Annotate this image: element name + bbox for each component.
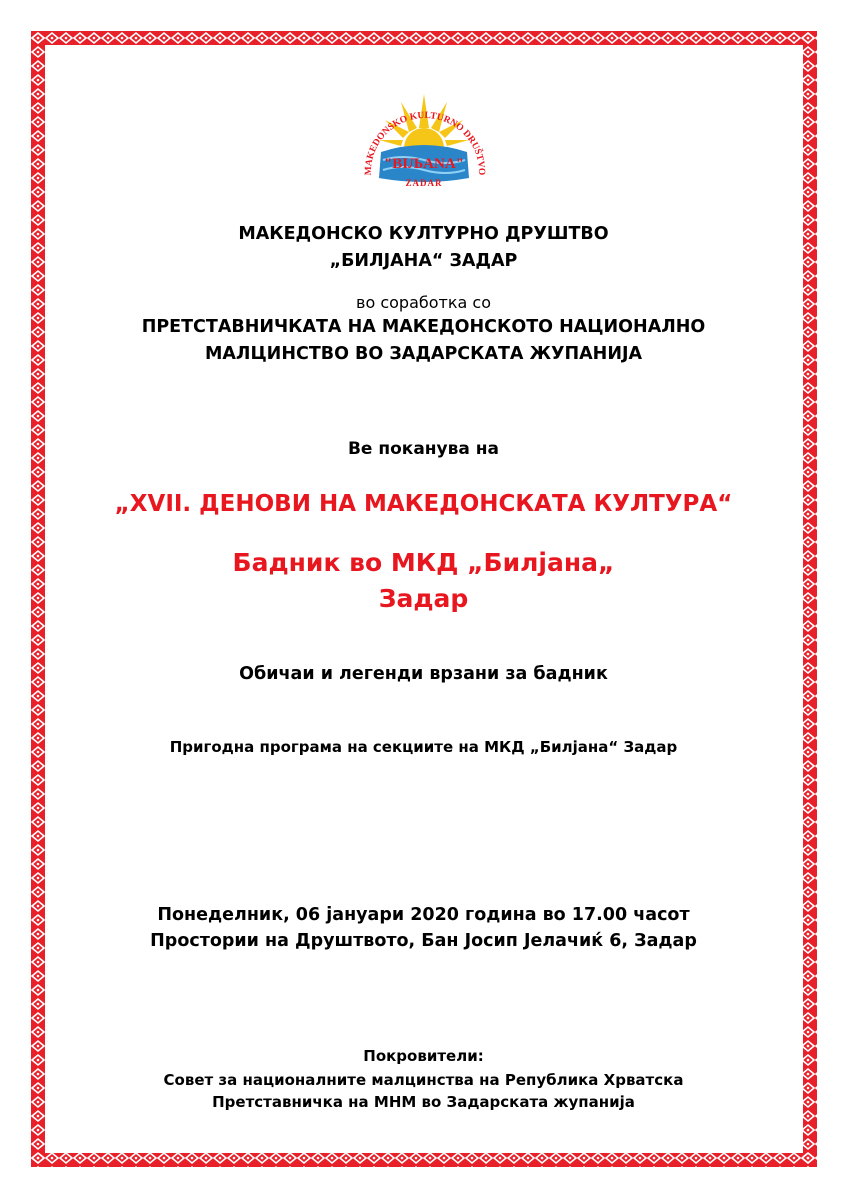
event-location: Простории на Друштвото, Бан Јосип Јелачиќ 6, Задар xyxy=(150,931,697,951)
sponsor-line1: Совет за националните малцинства на Република Хрватска xyxy=(163,1071,684,1089)
program-text: Пригодна програма на секциите на МКД „Билјана“ Задар xyxy=(169,738,678,756)
invite-text: Ве поканува на xyxy=(347,439,500,459)
event-date-time: Понеделник, 06 јануари 2020 година во 17.00 часот xyxy=(157,905,690,925)
org-name-line1: МАКЕДОНСКО КУЛТУРНО ДРУШТВО xyxy=(238,224,609,244)
society-logo xyxy=(357,76,491,196)
logo-city: ZADAR xyxy=(405,178,443,188)
cooperation-line2: МАЛЦИНСТВО ВО ЗАДАРСКАТА ЖУПАНИЈА xyxy=(204,344,643,364)
topic-text: Обичаи и легенди врзани за бадник xyxy=(239,664,608,684)
logo-name: "BIЉANA" xyxy=(383,156,465,172)
org-name-line2: „БИЛЈАНА“ ЗАДАР xyxy=(329,251,518,271)
sponsor-line2: Претставничка на МНМ во Задарската жупанија xyxy=(212,1093,635,1111)
event-title: „XVII. ДЕНОВИ НА МАКЕДОНСКАТА КУЛТУРА“ xyxy=(114,491,733,517)
subtitle-line1: Бадник во МКД „Билјана„ xyxy=(232,548,615,577)
sponsors-heading: Покровители: xyxy=(363,1047,484,1065)
cooperation-intro: во соработка со xyxy=(356,293,491,312)
cooperation-line1: ПРЕТСТАВНИЧКАТА НА МАКЕДОНСКОТО НАЦИОНАЛНО xyxy=(141,317,706,337)
logo-arc-text: MAKEDONSKO KULTURNO DRUŠTVO xyxy=(363,110,487,176)
subtitle-line2: Задар xyxy=(378,584,469,613)
